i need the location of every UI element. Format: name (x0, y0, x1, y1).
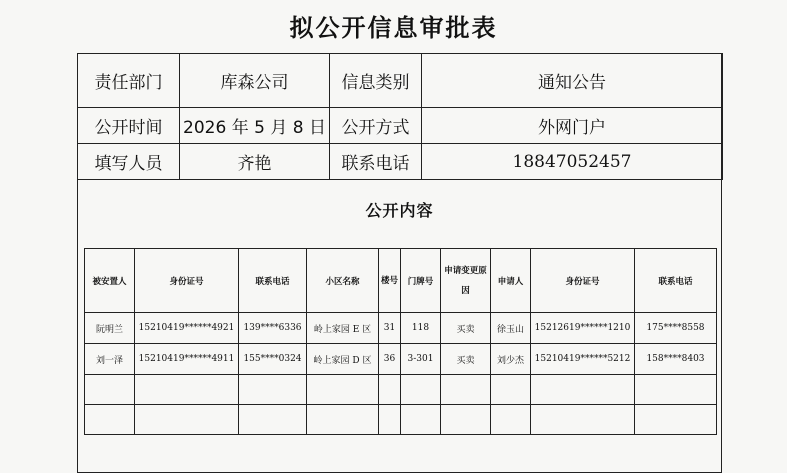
cell: 15212619******1210 (531, 313, 635, 344)
empty-cell (531, 375, 635, 405)
empty-cell (491, 375, 531, 405)
header-id-number: 身份证号 (135, 249, 239, 313)
cell: 岭上家园 E 区 (307, 313, 379, 344)
cell: 3-301 (401, 344, 441, 375)
header-applicant-phone: 联系电话 (635, 249, 717, 313)
cell: 31 (379, 313, 401, 344)
cell: 15210419******4921 (135, 313, 239, 344)
header-building: 楼号 (379, 249, 401, 313)
empty-cell (85, 405, 135, 435)
empty-cell (635, 405, 717, 435)
time-value: 2026 年 5 月 8 日 (180, 108, 330, 144)
cell: 徐玉山 (491, 313, 531, 344)
empty-cell (401, 405, 441, 435)
empty-cell (379, 405, 401, 435)
cell: 158****8403 (635, 344, 717, 375)
cell: 刘一泽 (85, 344, 135, 375)
header-applicant: 申请人 (491, 249, 531, 313)
empty-cell (531, 405, 635, 435)
filler-label: 填写人员 (78, 144, 180, 180)
empty-cell (441, 405, 491, 435)
empty-cell (635, 375, 717, 405)
method-value: 外网门户 (422, 108, 723, 144)
empty-cell (307, 405, 379, 435)
header-phone: 联系电话 (239, 249, 307, 313)
detail-table (84, 248, 717, 435)
page-title: 拟公开信息审批表 (289, 14, 498, 42)
empty-cell (239, 375, 307, 405)
cell: 买卖 (441, 344, 491, 375)
cell: 15210419******5212 (531, 344, 635, 375)
cell: 36 (379, 344, 401, 375)
phone-label: 联系电话 (330, 144, 422, 180)
header-applicant-id: 身份证号 (531, 249, 635, 313)
dept-label: 责任部门 (78, 54, 180, 108)
cell: 刘少杰 (491, 344, 531, 375)
category-label: 信息类别 (330, 54, 422, 108)
empty-cell (379, 375, 401, 405)
dept-value: 库森公司 (180, 54, 330, 108)
empty-cell (401, 375, 441, 405)
header-change-reason: 申请变更原因 (441, 249, 491, 313)
header-resettled-person: 被安置人 (85, 249, 135, 313)
category-value: 通知公告 (422, 54, 723, 108)
cell: 139****6336 (239, 313, 307, 344)
phone-value: 18847052457 (422, 144, 723, 180)
empty-cell (135, 375, 239, 405)
cell: 买卖 (441, 313, 491, 344)
cell: 175****8558 (635, 313, 717, 344)
detail-header-row (85, 249, 717, 313)
empty-cell (441, 375, 491, 405)
table-row-empty (85, 405, 717, 435)
empty-cell (85, 375, 135, 405)
header-community: 小区名称 (307, 249, 379, 313)
info-table (77, 53, 723, 180)
time-label: 公开时间 (78, 108, 180, 144)
empty-cell (307, 375, 379, 405)
table-row (85, 344, 717, 375)
section-title: 公开内容 (365, 201, 434, 220)
cell: 15210419******4911 (135, 344, 239, 375)
filler-value: 齐艳 (180, 144, 330, 180)
empty-cell (239, 405, 307, 435)
cell: 岭上家园 D 区 (307, 344, 379, 375)
table-row-empty (85, 375, 717, 405)
empty-cell (491, 405, 531, 435)
cell: 阮明兰 (85, 313, 135, 344)
table-row (85, 313, 717, 344)
method-label: 公开方式 (330, 108, 422, 144)
cell: 118 (401, 313, 441, 344)
empty-cell (135, 405, 239, 435)
cell: 155****0324 (239, 344, 307, 375)
header-door-number: 门牌号 (401, 249, 441, 313)
